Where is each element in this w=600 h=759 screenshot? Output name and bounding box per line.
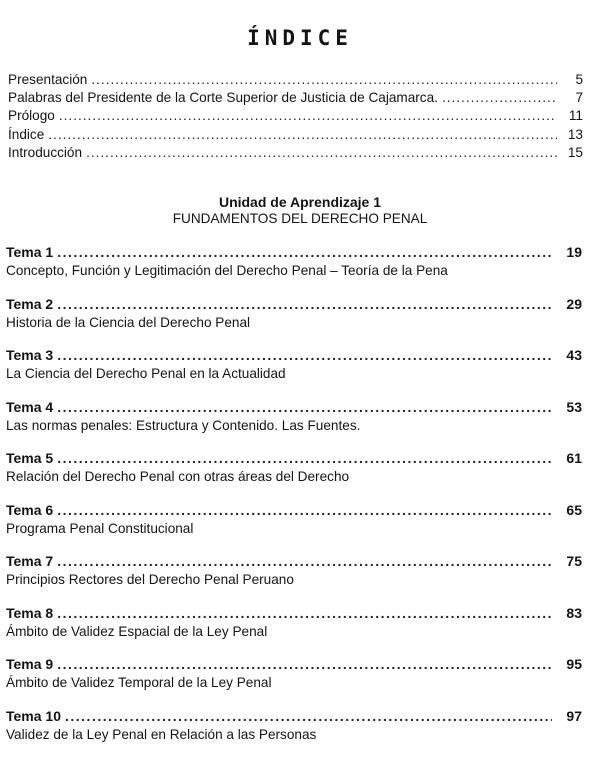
topic-description: Principios Rectores del Derecho Penal Peruano: [6, 572, 582, 587]
topic-description: Ámbito de Validez Espacial de la Ley Penal: [6, 624, 582, 639]
toc-entry-label: Presentación: [8, 72, 87, 87]
topic-entry: [6, 244, 582, 296]
topic-entry: [6, 450, 582, 502]
toc-entry-palabras: [8, 90, 583, 108]
topic-page: 53: [556, 399, 582, 415]
toc-entry-prologo: [8, 108, 583, 126]
topic-heading-row: [6, 502, 582, 518]
toc-entry-page: 7: [561, 90, 583, 105]
topic-description: Programa Penal Constitucional: [6, 521, 582, 536]
topic-label: Tema 2: [6, 296, 53, 312]
topic-page: 75: [556, 553, 582, 569]
dot-leader: [57, 244, 552, 260]
unit-title: Unidad de Aprendizaje 1: [0, 194, 600, 210]
topic-description: Ámbito de Validez Temporal de la Ley Penal: [6, 675, 582, 690]
topic-heading-row: [6, 656, 582, 672]
topic-label: Tema 6: [6, 502, 53, 518]
toc-entry-page: 5: [561, 72, 583, 87]
toc-entry-presentacion: [8, 72, 583, 90]
topic-description: Historia de la Ciencia del Derecho Penal: [6, 315, 582, 330]
toc-entry-page: 11: [561, 108, 583, 123]
topic-description: Las normas penales: Estructura y Contenido. Las Fuentes.: [6, 418, 582, 433]
dot-leader: [59, 108, 557, 123]
toc-entry-label: Palabras del Presidente de la Corte Superior de Justicia de Cajamarca.: [8, 90, 438, 105]
topic-label: Tema 7: [6, 553, 53, 569]
topic-label: Tema 9: [6, 656, 53, 672]
toc-entry-introduccion: [8, 145, 583, 163]
topic-heading-row: [6, 347, 582, 363]
topic-description: La Ciencia del Derecho Penal en la Actualidad: [6, 366, 582, 381]
topic-heading-row: [6, 708, 582, 724]
topic-heading-row: [6, 399, 582, 415]
topic-page: 97: [556, 708, 582, 724]
page-title: ÍNDICE: [0, 26, 600, 50]
dot-leader: [86, 145, 557, 160]
toc-entry-label: Introducción: [8, 145, 82, 160]
topic-entry: [6, 605, 582, 657]
topic-page: 19: [556, 244, 582, 260]
toc-entry-indice: [8, 127, 583, 145]
topic-page: 43: [556, 347, 582, 363]
toc-entry-label: Prólogo: [8, 108, 55, 123]
dot-leader: [57, 347, 552, 363]
toc-entry-page: 15: [561, 145, 583, 160]
topic-label: Tema 10: [6, 708, 61, 724]
topic-list: [6, 244, 582, 759]
topic-page: 65: [556, 502, 582, 518]
topic-page: 29: [556, 296, 582, 312]
topic-description: Relación del Derecho Penal con otras áreas del Derecho: [6, 469, 582, 484]
dot-leader: [48, 127, 557, 142]
topic-label: Tema 5: [6, 450, 53, 466]
dot-leader: [91, 72, 557, 87]
topic-entry: [6, 347, 582, 399]
topic-heading-row: [6, 296, 582, 312]
dot-leader: [57, 399, 552, 415]
topic-heading-row: [6, 553, 582, 569]
topic-page: 83: [556, 605, 582, 621]
topic-label: Tema 1: [6, 244, 53, 260]
topic-label: Tema 8: [6, 605, 53, 621]
topic-entry: [6, 553, 582, 605]
dot-leader: [57, 450, 552, 466]
dot-leader: [57, 502, 552, 518]
topic-entry: [6, 296, 582, 348]
unit-header: [0, 194, 600, 226]
topic-page: 95: [556, 656, 582, 672]
front-matter-list: [8, 72, 583, 163]
dot-leader: [57, 296, 552, 312]
toc-entry-label: Índice: [8, 127, 44, 142]
topic-page: 61: [556, 450, 582, 466]
topic-heading-row: [6, 605, 582, 621]
topic-entry: [6, 399, 582, 451]
topic-heading-row: [6, 244, 582, 260]
dot-leader: [442, 90, 557, 105]
topic-heading-row: [6, 450, 582, 466]
unit-subtitle: FUNDAMENTOS DEL DERECHO PENAL: [0, 211, 600, 226]
dot-leader: [57, 553, 552, 569]
topic-description: Concepto, Función y Legitimación del Derecho Penal – Teoría de la Pena: [6, 263, 582, 278]
topic-description: Validez de la Ley Penal en Relación a las Personas: [6, 727, 582, 742]
topic-label: Tema 3: [6, 347, 53, 363]
topic-entry: [6, 708, 582, 759]
dot-leader: [57, 656, 552, 672]
toc-entry-page: 13: [561, 127, 583, 142]
topic-label: Tema 4: [6, 399, 53, 415]
topic-entry: [6, 656, 582, 708]
topic-entry: [6, 502, 582, 554]
dot-leader: [57, 605, 552, 621]
dot-leader: [65, 708, 552, 724]
